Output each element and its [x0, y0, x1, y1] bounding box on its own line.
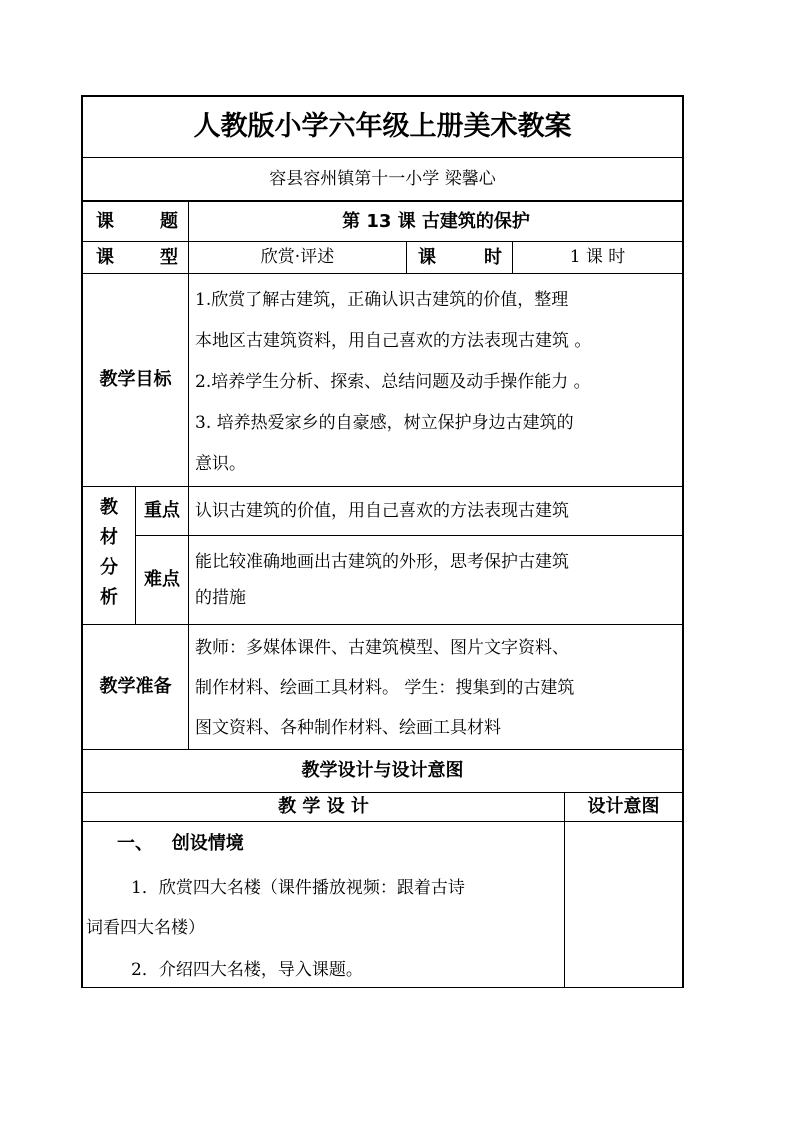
objective-line: 本地区古建筑资料，用自己喜欢的方法表现古建筑 。: [195, 331, 592, 351]
objective-line: 意识。: [195, 454, 246, 474]
preparation-text: [195, 628, 681, 748]
analysis-label-char: 教: [100, 497, 118, 518]
objective-line: 3. 培养热爱家乡的自豪感，树立保护身边古建筑的: [195, 413, 574, 433]
type-label-char: 型: [160, 247, 178, 268]
difficulty-line: 能比较准确地画出古建筑的外形，思考保护古建筑: [195, 552, 569, 572]
difficulty-label: 难点: [144, 569, 180, 590]
type-label-char: 课: [96, 247, 114, 268]
row-divider: [81, 821, 684, 822]
design-column-header: 教 学 设 计: [278, 796, 369, 817]
objectives-label: 教学目标: [99, 369, 172, 390]
analysis-label-char: 分: [100, 557, 118, 578]
type-value: 欣赏·评述: [260, 247, 335, 267]
design-line: 2．介绍四大名楼，导入课题。: [131, 960, 363, 980]
col-divider: [564, 792, 565, 988]
preparation-line: 教师：多媒体课件、古建筑模型、图片文字资料、: [195, 638, 569, 658]
row-divider: [135, 535, 683, 536]
objective-line: 1.欣赏了解古建筑，正确认识古建筑的价值，整理: [195, 290, 569, 310]
difficulty-line: 的措施: [195, 588, 246, 608]
key-point-label: 重点: [144, 500, 180, 521]
preparation-label: 教学准备: [99, 676, 172, 697]
col-divider: [188, 200, 189, 749]
hours-label-char: 课: [418, 247, 436, 268]
design-heading: 一、 创设情境: [117, 833, 244, 854]
hours-label: [418, 242, 502, 273]
type-label: [96, 242, 178, 273]
objectives-text: [195, 280, 681, 486]
design-line: 1．欣赏四大名楼（课件播放视频：跟着古诗: [131, 878, 465, 898]
topic-label-char: 课: [96, 211, 114, 232]
topic-label: [96, 202, 178, 241]
table-border-bottom: [81, 987, 684, 988]
topic-value: 第 13 课 古建筑的保护: [342, 211, 530, 232]
topic-label-char: 题: [160, 211, 178, 232]
design-line: 词看四大名楼）: [86, 918, 205, 938]
school-author-line: 容县容州镇第十一小学 梁馨心: [269, 169, 496, 189]
document-title: 人教版小学六年级上册美术教案: [193, 111, 572, 142]
analysis-label-char: 材: [100, 527, 118, 548]
preparation-line: 制作材料、绘画工具材料。 学生：搜集到的古建筑: [195, 678, 575, 698]
materials-analysis-label: [83, 493, 135, 617]
col-divider: [406, 241, 407, 273]
design-section-title: 教学设计与设计意图: [301, 760, 464, 781]
hours-value: 1 课 时: [569, 247, 626, 267]
difficulty-text: [195, 544, 681, 622]
objective-line: 2.培养学生分析、探索、总结问题及动手操作能力 。: [195, 372, 591, 392]
hours-label-char: 时: [484, 247, 502, 268]
preparation-line: 图文资料、各种制作材料、绘画工具材料: [195, 718, 501, 738]
analysis-label-char: 析: [100, 587, 118, 608]
key-point-text: 认识古建筑的价值，用自己喜欢的方法表现古建筑: [195, 501, 569, 521]
intent-column-header: 设计意图: [587, 796, 660, 817]
